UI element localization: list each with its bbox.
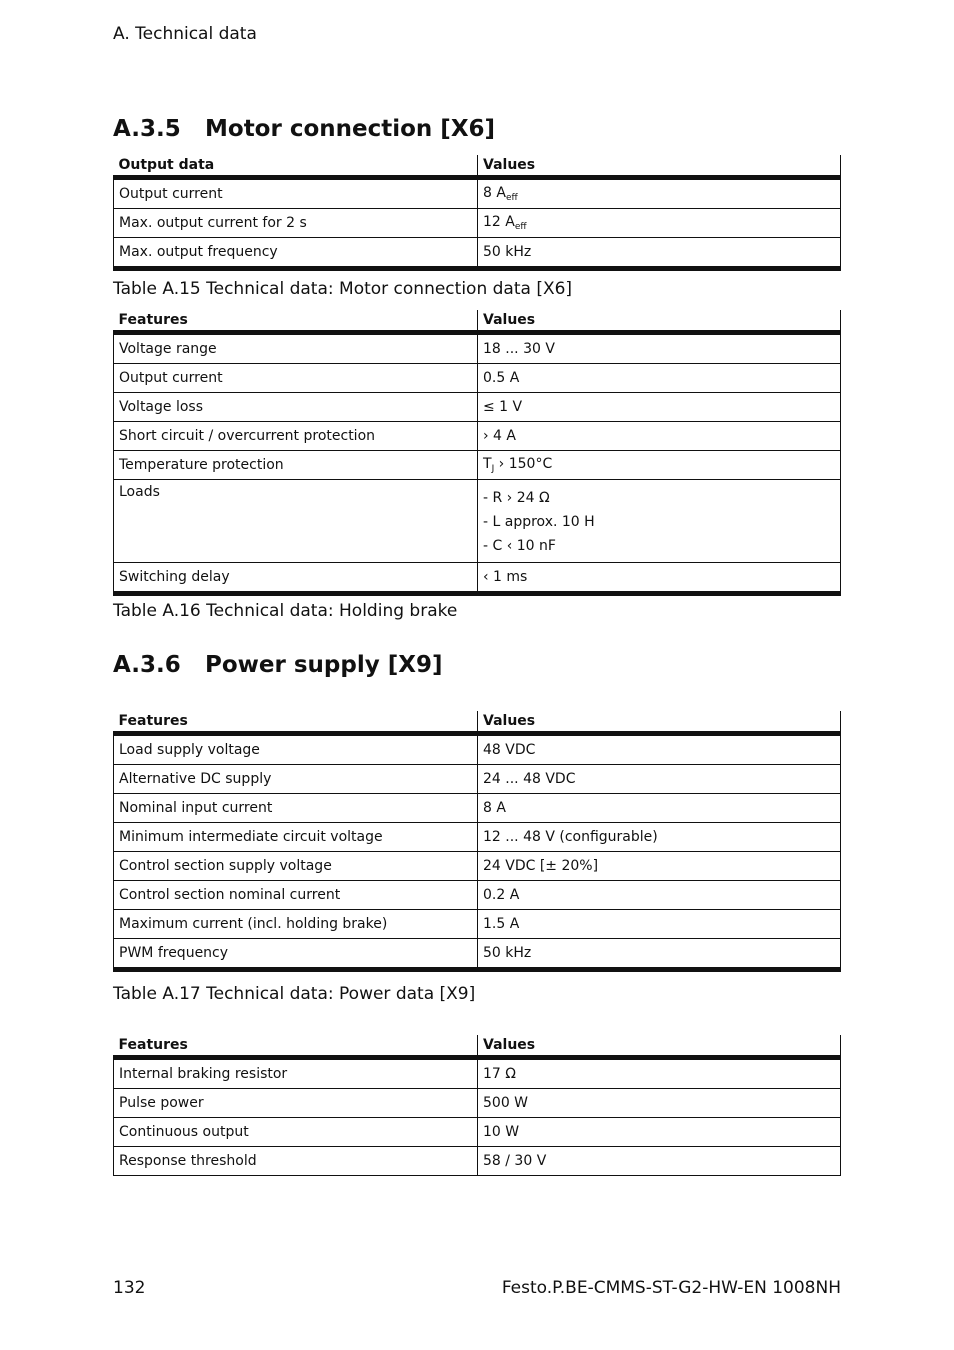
- table-row: [114, 910, 841, 939]
- table-row: [114, 794, 841, 823]
- feature-cell: Short circuit / overcurrent protection: [114, 422, 478, 451]
- header-feature: Features: [114, 1035, 478, 1058]
- value-subscript: eff: [505, 193, 518, 203]
- value-cell: [478, 178, 841, 209]
- value-line: - R › 24 Ω: [483, 490, 550, 506]
- table-caption: Table A.16 Technical data: Holding brake: [113, 601, 458, 621]
- value-cell: 58 / 30 V: [478, 1147, 841, 1176]
- table-row: [114, 451, 841, 480]
- value-line: - C ‹ 10 nF: [483, 538, 556, 554]
- table-row: [114, 1118, 841, 1147]
- table-header-row: [114, 1035, 841, 1058]
- table-caption: Table A.17 Technical data: Power data [X9]: [113, 984, 476, 1004]
- table-row: [114, 823, 841, 852]
- table-holding-brake: [113, 310, 841, 596]
- page-number: 132: [113, 1278, 146, 1298]
- table-row: [114, 209, 841, 238]
- value-cell: 12 ... 48 V (configurable): [478, 823, 841, 852]
- table-row: [114, 422, 841, 451]
- section-heading-power-supply: [113, 652, 443, 678]
- feature-cell: Minimum intermediate circuit voltage: [114, 823, 478, 852]
- table-row: [114, 852, 841, 881]
- running-head: A. Technical data: [113, 24, 257, 44]
- table-row: [114, 563, 841, 594]
- feature-cell: Response threshold: [114, 1147, 478, 1176]
- table-braking-resistor: [113, 1035, 841, 1176]
- table-row: [114, 393, 841, 422]
- value-suffix: › 150°C: [494, 456, 553, 472]
- feature-cell: Maximum current (incl. holding brake): [114, 910, 478, 939]
- value-cell: ‹ 1 ms: [478, 563, 841, 594]
- feature-cell: Max. output current for 2 s: [114, 209, 478, 238]
- value-cell: [478, 480, 841, 563]
- value-cell: › 4 A: [478, 422, 841, 451]
- value-text: 12 A: [483, 214, 515, 230]
- table-row: [114, 480, 841, 563]
- section-title: Motor connection [X6]: [205, 116, 496, 142]
- header-feature: Features: [114, 310, 478, 333]
- feature-cell: Switching delay: [114, 563, 478, 594]
- table-row: [114, 333, 841, 364]
- feature-cell: Alternative DC supply: [114, 765, 478, 794]
- value-cell: 24 VDC [± 20%]: [478, 852, 841, 881]
- table-caption: Table A.15 Technical data: Motor connection data [X6]: [113, 279, 573, 299]
- table-header-row: [114, 155, 841, 178]
- value-cell: 0.2 A: [478, 881, 841, 910]
- value-cell: 17 Ω: [478, 1058, 841, 1089]
- value-cell: ≤ 1 V: [478, 393, 841, 422]
- feature-cell: Load supply voltage: [114, 734, 478, 765]
- feature-cell: Loads: [114, 480, 478, 563]
- value-cell: 500 W: [478, 1089, 841, 1118]
- table-motor-connection: [113, 155, 841, 271]
- table-row: [114, 238, 841, 269]
- table-row: [114, 178, 841, 209]
- header-value: Values: [478, 155, 841, 178]
- header-feature: Output data: [114, 155, 478, 178]
- header-value: Values: [478, 1035, 841, 1058]
- section-heading-motor-connection: [113, 116, 495, 142]
- table-power-data: [113, 711, 841, 972]
- feature-cell: Voltage loss: [114, 393, 478, 422]
- feature-cell: Internal braking resistor: [114, 1058, 478, 1089]
- table-row: [114, 1089, 841, 1118]
- header-feature: Features: [114, 711, 478, 734]
- feature-cell: Temperature protection: [114, 451, 478, 480]
- table-row: [114, 1147, 841, 1176]
- table-row: [114, 939, 841, 970]
- value-cell: 24 ... 48 VDC: [478, 765, 841, 794]
- section-number: A.3.5: [113, 116, 181, 142]
- value-text: 8 A: [483, 185, 506, 201]
- value-cell: 50 kHz: [478, 939, 841, 970]
- document-id: Festo.P.BE-CMMS-ST-G2-HW-EN 1008NH: [501, 1278, 841, 1298]
- table-header-row: [114, 310, 841, 333]
- value-cell: [478, 451, 841, 480]
- value-cell: 18 ... 30 V: [478, 333, 841, 364]
- table-row: [114, 734, 841, 765]
- feature-cell: Voltage range: [114, 333, 478, 364]
- table-row: [114, 765, 841, 794]
- value-subscript: J: [491, 464, 495, 474]
- feature-cell: Max. output frequency: [114, 238, 478, 269]
- feature-cell: Output current: [114, 364, 478, 393]
- feature-cell: PWM frequency: [114, 939, 478, 970]
- feature-cell: Continuous output: [114, 1118, 478, 1147]
- header-value: Values: [478, 711, 841, 734]
- value-cell: 48 VDC: [478, 734, 841, 765]
- section-title: Power supply [X9]: [205, 652, 443, 678]
- table-row: [114, 364, 841, 393]
- value-cell: 10 W: [478, 1118, 841, 1147]
- feature-cell: Control section nominal current: [114, 881, 478, 910]
- value-subscript: eff: [514, 222, 527, 232]
- value-cell: 8 A: [478, 794, 841, 823]
- feature-cell: Pulse power: [114, 1089, 478, 1118]
- header-value: Values: [478, 310, 841, 333]
- value-cell: 1.5 A: [478, 910, 841, 939]
- feature-cell: Nominal input current: [114, 794, 478, 823]
- feature-cell: Output current: [114, 178, 478, 209]
- value-cell: 0.5 A: [478, 364, 841, 393]
- table-row: [114, 881, 841, 910]
- value-cell: 50 kHz: [478, 238, 841, 269]
- table-header-row: [114, 711, 841, 734]
- feature-cell: Control section supply voltage: [114, 852, 478, 881]
- table-row: [114, 1058, 841, 1089]
- value-line: - L approx. 10 H: [483, 514, 595, 530]
- value-prefix: T: [483, 456, 492, 472]
- section-number: A.3.6: [113, 652, 181, 678]
- value-cell: [478, 209, 841, 238]
